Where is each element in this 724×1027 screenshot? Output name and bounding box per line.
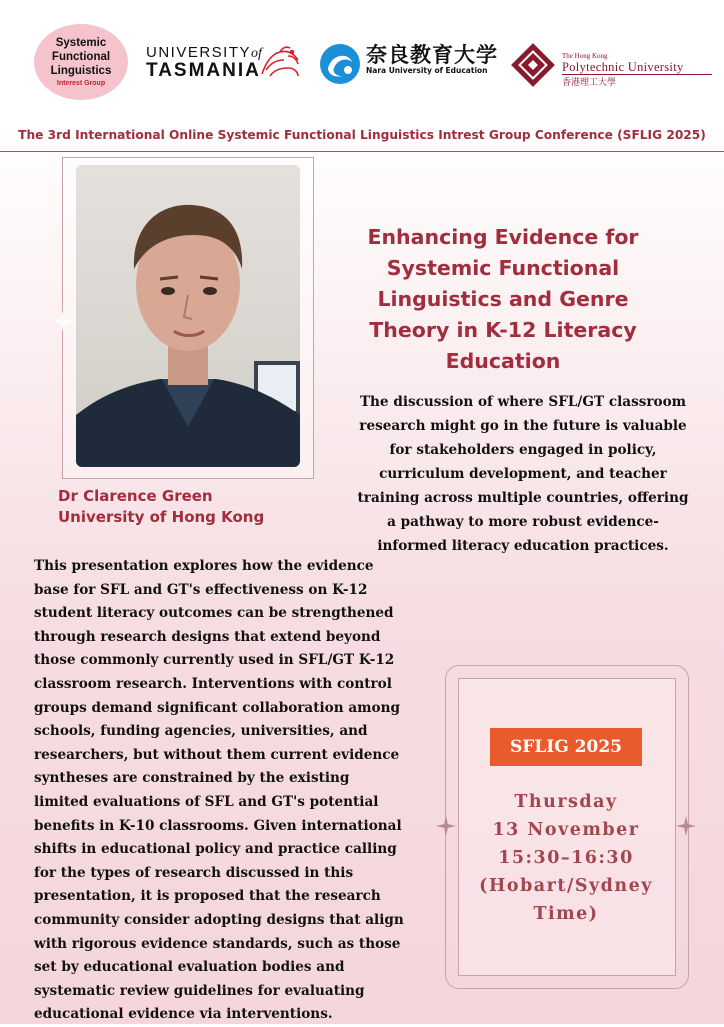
event-timezone-line-1: (Hobart/Sydney: [479, 876, 653, 896]
summary-line: The discussion of where SFL/GT classroom: [359, 394, 687, 410]
sfl-logo-line-1: Systemic: [55, 36, 107, 49]
event-day: Thursday: [514, 792, 618, 812]
abstract-line: This presentation explores how the evidence: [34, 558, 374, 574]
speaker-photo: [76, 165, 300, 467]
polyu-logo-rule: [562, 74, 712, 75]
sparkle-icon: [436, 816, 456, 836]
sfl-interest-group-logo: [34, 24, 128, 100]
summary-line: informed literacy education practices.: [377, 538, 669, 554]
talk-title-line: Linguistics and Genre: [377, 287, 629, 311]
tasmania-logo: [146, 44, 262, 82]
event-datetime: [458, 788, 674, 928]
abstract-line: set by educational evaluation bodies and: [34, 959, 345, 976]
speaker-affiliation: University of Hong Kong: [58, 508, 265, 526]
sfl-logo-line-3: Linguistics: [50, 64, 112, 77]
event-badge: SFLIG 2025: [490, 728, 642, 766]
nara-logo: [366, 44, 498, 75]
abstract-line: educational evidence via interventions.: [34, 1006, 333, 1023]
abstract-line: schools, funding agencies, universities, and: [34, 723, 368, 740]
speaker-info: [58, 486, 264, 528]
tasmania-logo-university: UNIVERSITY: [146, 44, 252, 61]
abstract: [34, 555, 420, 1027]
talk-title: [330, 222, 676, 377]
abstract-line: student literacy outcomes can be strengthened: [34, 605, 394, 622]
abstract-line: limited evaluations of SFL and GT's potential: [34, 793, 379, 810]
tasmania-lion-icon: [258, 44, 302, 80]
tasmania-logo-of: of: [251, 46, 262, 61]
talk-title-line: Systemic Functional: [386, 256, 620, 280]
header-divider: [0, 151, 724, 152]
polyu-logo-top: The Hong Kong: [562, 52, 608, 60]
summary-line: curriculum development, and teacher: [379, 466, 667, 482]
tasmania-logo-name: TASMANIA: [146, 60, 261, 81]
summary-line: a pathway to more robust evidence-: [387, 514, 659, 530]
event-timezone-line-2: Time): [533, 904, 599, 924]
summary-line: research might go in the future is valuable: [359, 418, 687, 434]
abstract-line: for the types of research discussed in this: [34, 864, 354, 881]
summary-line: for stakeholders engaged in policy,: [389, 442, 657, 458]
abstract-line: community consider adopting designs that align: [34, 911, 404, 928]
abstract-line: syntheses are constrained by the existing: [34, 770, 350, 787]
polyu-logo-main: Polytechnic University: [562, 60, 684, 74]
sfl-logo-line-2: Functional: [51, 50, 111, 63]
polyu-logo: [562, 52, 684, 88]
abstract-line: systematic review guidelines for evaluating: [34, 982, 365, 999]
nara-swirl-icon: [318, 42, 362, 86]
speaker-name: Dr Clarence Green: [58, 487, 213, 505]
speaker-portrait-illustration: [76, 165, 300, 467]
sparkle-icon: [676, 816, 696, 836]
abstract-line: classroom research. Interventions with control: [34, 675, 392, 692]
abstract-line: presentation, it is proposed that the research: [34, 888, 381, 905]
abstract-line: researchers, but without them current evidence: [34, 746, 400, 763]
event-date: 13 November: [492, 820, 640, 840]
event-time: 15:30–16:30: [498, 848, 634, 868]
polyu-logo-cn: 香港理工大學: [562, 77, 617, 87]
talk-summary: [338, 390, 708, 558]
nara-logo-name-en: Nara University of Education: [366, 66, 488, 75]
talk-title-line: Theory in K-12 Literacy: [369, 318, 637, 342]
abstract-line: those commonly currently used in SFL/GT K-12: [34, 652, 395, 669]
polyu-emblem-icon: [510, 42, 556, 88]
talk-title-line: Enhancing Evidence for: [367, 225, 639, 249]
abstract-line: with rigorous evidence standards, such as those: [34, 935, 401, 952]
conference-title: The 3rd International Online Systemic Functional Linguistics Intrest Group Conference (SFLIG 2025): [18, 128, 706, 142]
summary-line: training across multiple countries, offering: [357, 490, 689, 506]
sfl-logo-sub: Interest Group: [56, 79, 106, 87]
abstract-line: benefits in K-10 classrooms. Given international: [34, 817, 402, 834]
nara-logo-name-cn: 奈良教育大学: [366, 43, 498, 67]
sparkle-icon: [52, 310, 74, 332]
abstract-line: base for SFL and GT's effectiveness on K-12: [34, 581, 368, 598]
talk-title-line: Education: [445, 349, 561, 373]
abstract-line: groups demand significant collaboration among: [34, 699, 401, 716]
abstract-line: through research designs that extend beyond: [34, 628, 381, 645]
abstract-line: shifts in educational policy and practice calling: [34, 841, 397, 858]
